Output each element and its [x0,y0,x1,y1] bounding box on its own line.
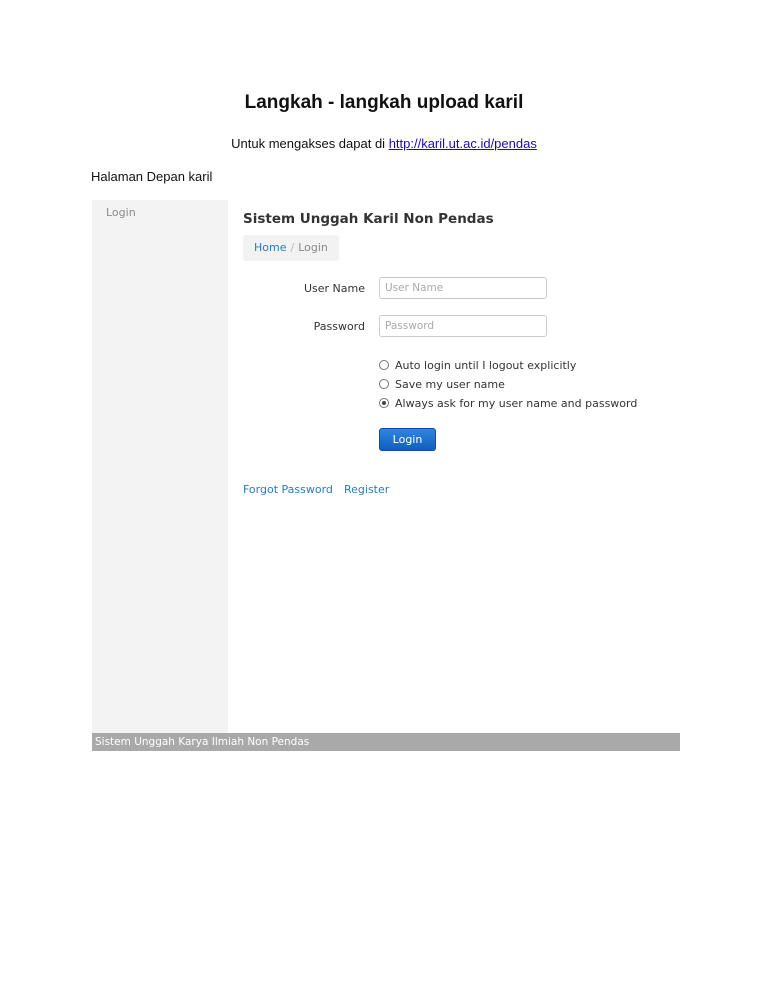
register-link[interactable]: Register [344,483,390,496]
sidebar-title: Login [106,206,136,219]
breadcrumb [243,235,339,261]
footer-text: Sistem Unggah Karya Ilmiah Non Pendas [95,736,310,748]
forgot-password-link[interactable]: Forgot Password [243,483,333,496]
password-input[interactable] [379,315,547,337]
radio-always-ask[interactable] [379,398,389,408]
username-label: User Name [303,282,365,295]
option-auto-login[interactable] [379,357,576,373]
breadcrumb-home-link[interactable]: Home [254,241,287,254]
option-save-username[interactable] [379,376,505,392]
option-always-ask[interactable] [379,395,637,411]
breadcrumb-current: Login [298,241,328,254]
option-auto-login-label: Auto login until I logout explicitly [395,358,577,372]
footer [92,733,680,751]
subtitle-text: Untuk mengakses dapat di [231,136,389,151]
option-always-ask-label: Always ask for my user name and password [395,396,638,410]
document-title: Langkah - langkah upload karil [244,92,524,113]
document-subtitle [0,136,768,151]
radio-save-username[interactable] [379,379,389,389]
sidebar [92,200,228,733]
karil-url-link[interactable]: http://karil.ut.ac.id/pendas [388,136,537,151]
username-input[interactable] [379,277,547,299]
password-label: Password [313,320,365,333]
breadcrumb-separator: / [290,241,295,254]
radio-auto-login[interactable] [379,360,389,370]
login-page-screenshot [92,200,680,751]
option-save-username-label: Save my user name [395,377,505,391]
login-button[interactable]: Login [379,428,436,451]
section-heading: Halaman Depan karil [91,169,213,184]
app-title: Sistem Unggah Karil Non Pendas [243,211,494,227]
